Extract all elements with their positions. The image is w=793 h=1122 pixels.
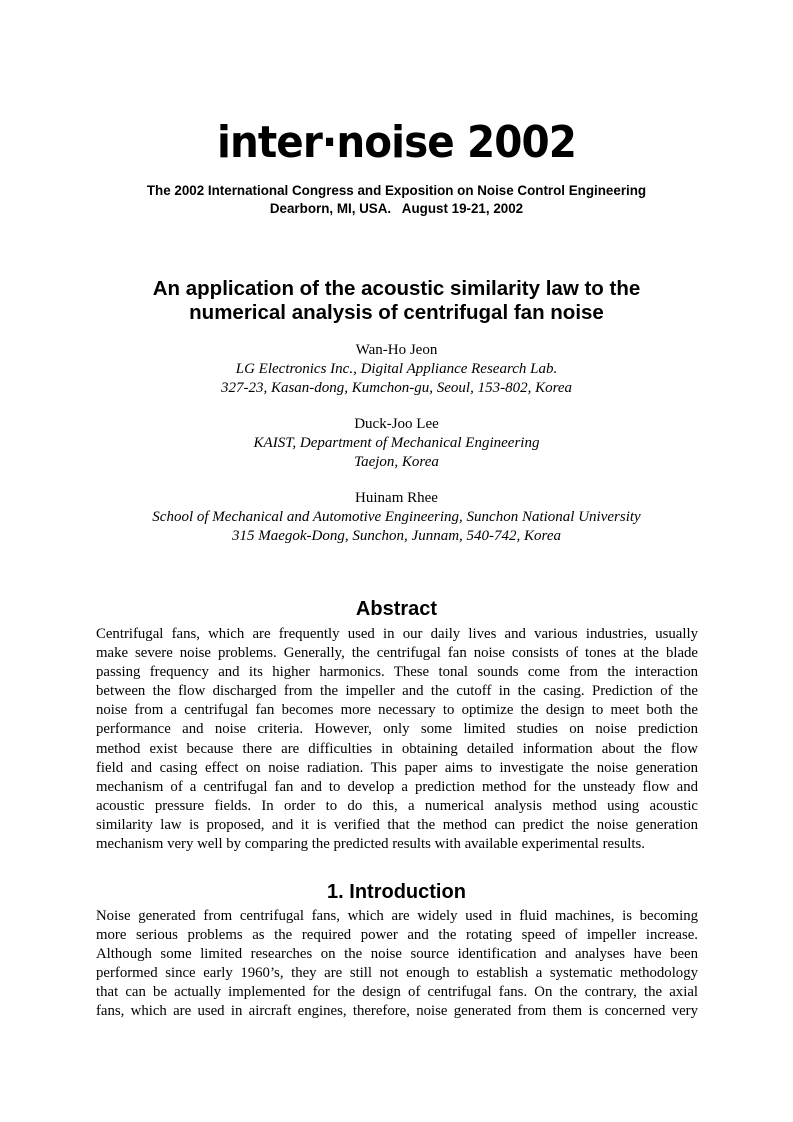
text-line: acoustic pressure fields. In order to do this, a numerical analysis method using acoustic [96,797,698,814]
author-address: Taejon, Korea [354,454,439,470]
text-line: performance and noise criteria. However, only some limited studies on noise prediction [96,721,698,738]
author-affiliation: School of Mechanical and Automotive Engineering, Sunchon National University [152,509,641,525]
text-line: field and casing effect on noise radiation. This paper aims to investigate the noise generation [96,759,698,776]
introduction-heading: 1. Introduction [327,881,466,903]
text-line: performed since early 1960’s, they are still not enough to establish a systematic methodology [96,965,698,982]
text-line: that can be actually implemented for the design of centrifugal fans. On the contrary, the axial [96,984,698,1001]
text-line: noise from a centrifugal fan becomes more necessary to optimize the design to meet both the [96,702,698,719]
paper-title [80,277,713,325]
text-line: mechanism very well by comparing the predicted results with available experimental results. [96,836,645,853]
text-line: Although some limited researches on the noise source identification and analyses have been [96,946,698,963]
text-line: between the flow discharged from the impeller and the cutoff in the casing. Prediction of the [96,683,698,700]
author-block [40,415,753,472]
text-line: more serious problems as the required power and the rotating speed of impeller increase. [96,927,698,944]
author-affiliation: KAIST, Department of Mechanical Engineering [253,435,540,451]
author-affiliation: LG Electronics Inc., Digital Appliance Research Lab. [235,361,558,377]
text-line: similarity law is proposed, and it is verified that the method can predict the noise generation [96,816,698,833]
author-block [40,489,753,546]
text-line: Noise generated from centrifugal fans, which are widely used in fluid machines, is becoming [96,908,698,924]
author-block [40,341,753,398]
text-line: mechanism of a centrifugal fan and to develop a prediction method for the unsteady flow and [96,778,698,795]
abstract-body [96,625,698,854]
abstract-heading: Abstract [355,598,438,620]
conference-logo: inter·noise 2002 [217,117,576,168]
author-name: Duck-Joo Lee [354,416,439,432]
introduction-body [96,907,698,1022]
conference-info [0,182,793,218]
conference-name: The 2002 International Congress and Exposition on Noise Control Engineering [146,183,647,198]
text-line: method exist because there are difficulties in obtaining detailed information about the flow [96,740,698,757]
text-line: Centrifugal fans, which are frequently used in our daily lives and various industries, usually [96,626,698,642]
author-name: Wan-Ho Jeon [355,342,438,358]
text-line: fans, which are used in aircraft engines, therefore, noise generated from them is concerned very [96,1003,698,1020]
conference-location-date: Dearborn, MI, USA. August 19-21, 2002 [269,201,524,216]
author-address: 315 Maegok-Dong, Sunchon, Junnam, 540-742, Korea [232,528,561,544]
author-name: Huinam Rhee [355,490,438,506]
text-line: passing frequency and its higher harmonics. These tonal sounds come from the interaction [96,664,698,681]
author-address: 327-23, Kasan-dong, Kumchon-gu, Seoul, 153-802, Korea [220,380,573,396]
text-line: make severe noise problems. Generally, the centrifugal fan noise consists of tones at the blade [96,645,698,662]
title-line: numerical analysis of centrifugal fan noise [189,301,604,324]
title-line: An application of the acoustic similarity law to the [152,277,641,300]
